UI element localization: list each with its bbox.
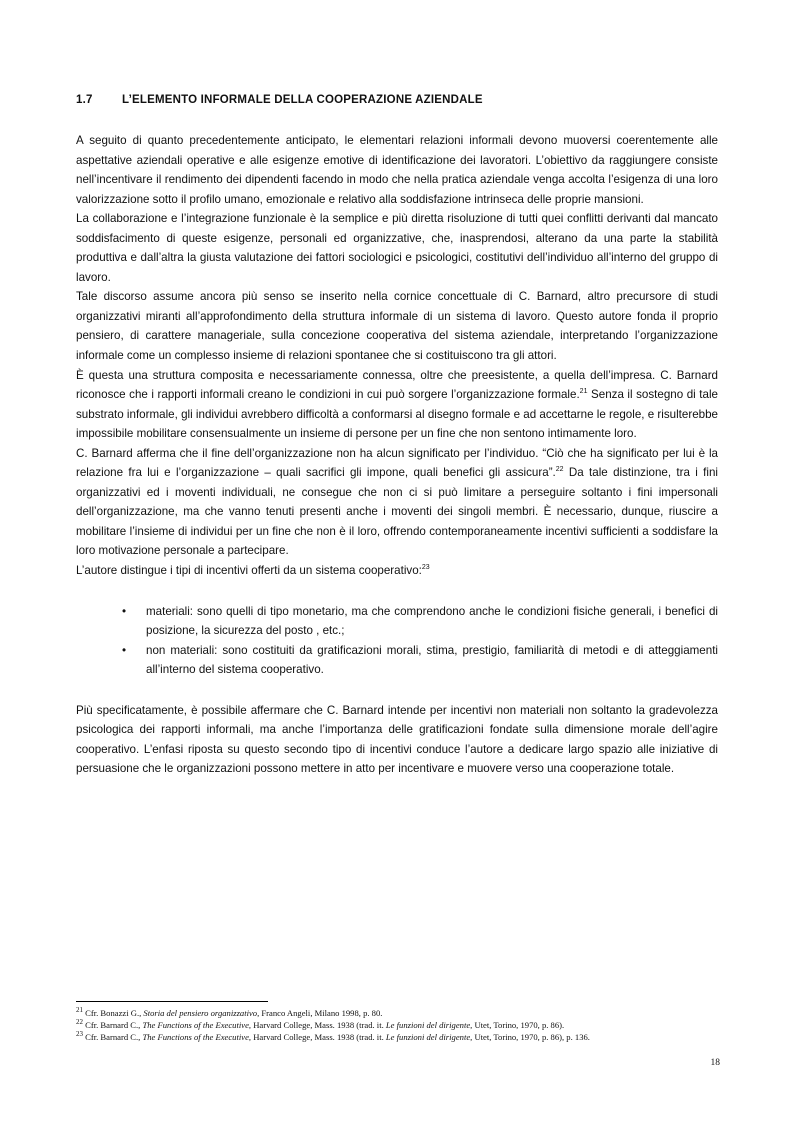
paragraph: C. Barnard afferma che il fine dell’organizzazione non ha alcun significato per l’individuo. “Ciò che ha significato per lui è la relazione fra lui e l’organizzazione – quali sacrifici gli impone, quali benefici gli assicura”.$^{22}$ Da tale distinzione, tra i fini organizzativi ed i moventi individuali, ne consegue che non ci si può limitare a perseguire soltanto i fini impersonali dell’organizzazione, ma che vanno tenuti presenti anche i moventi dei singoli membri. È necessario, dunque, riuscire a mobilitare l’insieme di individui per un fine che non è il loro, offrendo contemporaneamente incentivi sufficienti a soddisfare la loro motivazione personale a partecipare. <box>76 446 718 558</box>
paragraph: La collaborazione e l’integrazione funzionale è la semplice e più diretta risoluzione di tutti quei conflitti derivanti dal mancato soddisfacimento di queste esigenze, personali ed organizzative, che, inasprendosi, alterano da una parte la stabilità produttiva e dall’altra la giusta valutazione dei fattori sociologici e psicologici, costitutivi dell’individuo all’interno del gruppo di lavoro. <box>76 212 718 284</box>
body-text <box>76 131 718 779</box>
section-heading <box>76 94 483 106</box>
footnote-ref[interactable]: 22 <box>555 466 564 474</box>
page-number: 18 <box>710 1058 720 1068</box>
paragraph: È questa una struttura composita e necessariamente connessa, oltre che preesistente, a quella dell’impresa. C. Barnard riconosce che i rapporti informali creano le condizioni in cui può sorgere l’organizzazione formale.$^{21}$ Senza il sostegno di tale substrato informale, gli individui avrebbero difficoltà a conformarsi al disegno formale e ad accettarne le regole, e risulterebbe impossibile mobilitare consensualmente un insieme di persone per un fine che non sentono intimamente loro. <box>76 368 718 441</box>
footnote-separator <box>76 1001 268 1002</box>
list-item: • materiali: sono quelli di tipo monetario, ma che comprendono anche le condizioni fisiche generali, i benefici di posizione, la sicurezza del posto , etc.; <box>76 602 718 641</box>
bullet-icon: • <box>122 643 127 657</box>
footnotes <box>76 1008 736 1043</box>
section-number: 1.7 <box>76 94 93 106</box>
footnote: $^{22}$ Cfr. Barnard C., The Functions of the Executive, Harvard College, Mass. 1938 (trad. it. Le funzioni del dirigente, Utet, Torino, 1970, p. 86). <box>76 1017 565 1030</box>
paragraph: Tale discorso assume ancora più senso se inserito nella cornice concettuale di C. Barnard, altro precursore di studi organizzativi miranti all’approfondimento della struttura informale di un sistema di lavoro. Questo autore fonda il proprio pensiero, di carattere manageriale, sulla concezione cooperativa del sistema aziendale, interpretando l’organizzazione informale come un complesso insieme di relazioni spontanee che si costituiscono tra gli attori. <box>76 290 718 363</box>
footnote-ref[interactable]: 21 <box>579 388 588 396</box>
list-item: • non materiali: sono costituiti da gratificazioni morali, stima, prestigio, familiarità di metodi e di atteggiamenti all’interno del sistema cooperativo. <box>76 641 718 680</box>
paragraph: A seguito di quanto precedentemente anticipato, le elementari relazioni informali devono muoversi coerentemente alle aspettative aziendali operative e alle esigenze emotive di identificazione dei lavoratori. L’obiettivo da raggiungere consiste nell’incentivare il rendimento dei dipendenti facendo in modo che nella pratica aziendale venga accolta l’esigenza di una loro valorizzazione sotto il profilo umano, emozionale e relativo alla soddisfazione intrinseca delle proprie mansioni. <box>76 134 718 206</box>
bullet-icon: • <box>122 604 127 618</box>
footnote: $^{23}$ Cfr. Barnard C., The Functions of the Executive, Harvard College, Mass. 1938 (trad. it. Le funzioni del dirigente, Utet, Torino, 1970, p. 86), p. 136. <box>76 1029 590 1042</box>
paragraph: L’autore distingue i tipi di incentivi offerti da un sistema cooperativo:$^{23}$ <box>76 564 430 578</box>
incentive-list <box>76 602 718 680</box>
paragraph: Più specificatamente, è possibile affermare che C. Barnard intende per incentivi non materiali non soltanto la gradevolezza psicologica dei rapporti informali, ma anche l’importanza delle gratificazioni fondate sulla dimensione morale dell’agire cooperativo. L’enfasi riposta su questo secondo tipo di incentivi conduce l’autore a dedicare largo spazio alle iniziative di persuasione che le organizzazioni possono mettere in atto per incentivare e muovere verso una cooperazione totale. <box>76 703 718 776</box>
footnote-ref[interactable]: 23 <box>421 564 430 572</box>
section-title: L’ELEMENTO INFORMALE DELLA COOPERAZIONE AZIENDALE <box>122 94 483 106</box>
footnote: $^{21}$ Cfr. Bonazzi G., Storia del pensiero organizzativo, Franco Angeli, Milano 1998, p. 80. <box>76 1006 383 1018</box>
